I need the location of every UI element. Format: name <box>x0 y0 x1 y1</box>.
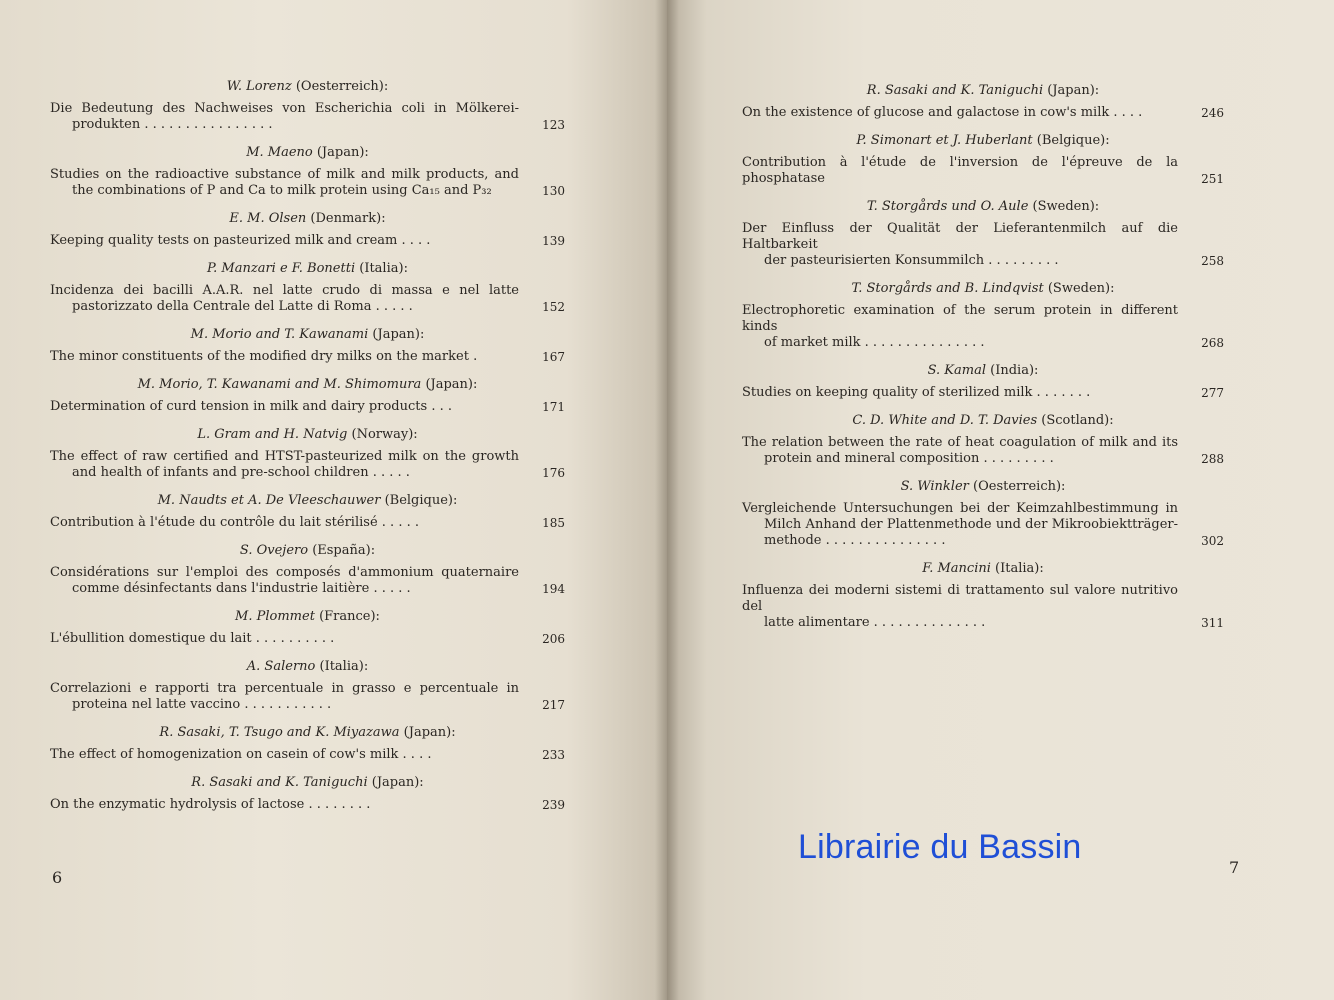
toc-author-line <box>50 326 565 344</box>
page-number-left: 6 <box>52 868 63 887</box>
toc-entry <box>742 198 1224 269</box>
toc-page-number: 246 <box>1201 106 1224 120</box>
toc-author-line <box>50 492 565 510</box>
toc-entry <box>50 78 565 133</box>
author-country: (Denmark): <box>310 211 386 226</box>
toc-title <box>50 167 519 199</box>
author-names: R. Sasaki and K. Taniguchi <box>866 83 1044 98</box>
title-text: The effect of homogenization on casein of cow's milk <box>50 747 399 762</box>
title-text: protein and mineral composition <box>764 451 980 466</box>
author-names: M. Morio and T. Kawanami <box>190 327 369 342</box>
toc-entry <box>50 542 565 597</box>
toc-author-line <box>50 724 565 742</box>
toc-title-line <box>50 449 565 481</box>
toc-entry <box>742 362 1224 401</box>
author-names: M. Morio, T. Kawanami and M. Shimomura <box>137 377 422 392</box>
leader-dots: . . . . . . . . . . <box>255 631 335 646</box>
toc-page-number: 139 <box>542 234 565 248</box>
leader-dots: . . . . <box>402 747 432 762</box>
toc-title-line <box>742 385 1224 401</box>
author-country: (Japan): <box>1047 83 1100 98</box>
toc-page-number: 171 <box>542 400 565 414</box>
author-country: (Japan): <box>403 725 456 740</box>
toc-column-right <box>742 82 1224 642</box>
toc-title <box>50 515 519 531</box>
toc-title <box>50 283 519 315</box>
toc-title-line <box>742 155 1224 187</box>
toc-entry <box>50 774 565 813</box>
toc-entry <box>50 608 565 647</box>
toc-author-line <box>742 198 1224 216</box>
title-line-2 <box>50 299 519 315</box>
title-line-2 <box>742 335 1178 351</box>
toc-title <box>50 631 519 647</box>
toc-author-line <box>742 280 1224 298</box>
author-names: T. Storgårds and B. Lindqvist <box>851 281 1044 296</box>
title-text: On the enzymatic hydrolysis of lactose <box>50 797 305 812</box>
author-names: R. Sasaki, T. Tsugo and K. Miyazawa <box>159 725 400 740</box>
toc-title-line <box>50 797 565 813</box>
title-line-2 <box>50 117 519 133</box>
toc-title <box>742 221 1178 269</box>
leader-dots: . . . . . . . . . . . . . . . . <box>144 117 273 132</box>
toc-title-line <box>742 583 1224 631</box>
toc-author-line <box>742 560 1224 578</box>
toc-author-line <box>50 658 565 676</box>
toc-author-line <box>50 260 565 278</box>
author-names: P. Simonart et J. Huberlant <box>856 133 1033 148</box>
author-country: (India): <box>990 363 1039 378</box>
toc-title <box>742 583 1178 631</box>
author-names: E. M. Olsen <box>229 211 307 226</box>
leader-dots: . . . . . . . . . . . <box>244 697 332 712</box>
title-text: methode <box>764 533 822 548</box>
author-country: (Japan): <box>371 775 424 790</box>
toc-title-line <box>742 501 1224 549</box>
toc-title <box>50 747 519 763</box>
toc-entry <box>742 560 1224 631</box>
page-number-right: 7 <box>1229 858 1240 877</box>
author-names: L. Gram and H. Natvig <box>197 427 348 442</box>
toc-title <box>742 501 1178 549</box>
leader-dots: . . . . <box>401 233 431 248</box>
toc-title-line <box>50 747 565 763</box>
title-text: The minor constituents of the modified dry milks on the market <box>50 349 469 364</box>
toc-title <box>50 399 519 415</box>
toc-title <box>50 797 519 813</box>
toc-entry <box>50 326 565 365</box>
toc-title-line <box>50 631 565 647</box>
title-text: proteina nel latte vaccino <box>72 697 241 712</box>
author-names: R. Sasaki and K. Taniguchi <box>191 775 368 790</box>
title-text: latte alimentare <box>764 615 870 630</box>
book-gutter <box>655 0 679 1000</box>
title-line-1b: Milch Anhand der Plattenmethode und der Mikroobiektträger- <box>764 517 1178 532</box>
author-names: S. Ovejero <box>239 543 309 558</box>
toc-entry <box>742 478 1224 549</box>
title-line-1: Die Bedeutung des Nachweises von Escherichia coli in Mölkerei- <box>50 101 519 116</box>
title-line-2 <box>50 349 519 365</box>
title-line-1: Electrophoretic examination of the serum protein in different kinds <box>742 303 1178 334</box>
toc-page-number: 251 <box>1201 172 1224 186</box>
toc-title <box>50 681 519 713</box>
title-line-1: Correlazioni e rapporti tra percentuale in grasso e percentuale in <box>50 681 519 696</box>
author-names: C. D. White and D. T. Davies <box>852 413 1038 428</box>
leader-dots: . . . . . . . . . <box>988 253 1059 268</box>
toc-page-number: 152 <box>542 300 565 314</box>
title-line-1: Incidenza dei bacilli A.A.R. nel latte crudo di massa e nel latte <box>50 283 519 298</box>
toc-title-line <box>742 105 1224 121</box>
title-text: Contribution à l'étude du contrôle du lait stérilisé <box>50 515 378 530</box>
author-names: S. Kamal <box>927 363 986 378</box>
toc-title <box>742 385 1178 401</box>
title-line-1: The effect of raw certified and HTST-pasteurized milk on the growth <box>50 449 519 464</box>
leader-dots: . . . . . . . . . . . . . . <box>873 615 986 630</box>
toc-page-number: 185 <box>542 516 565 530</box>
toc-title-line <box>50 565 565 597</box>
title-line-2 <box>50 399 519 415</box>
title-line-1: Studies on the radioactive substance of milk and milk products, and <box>50 167 519 182</box>
author-country: (Oesterreich): <box>295 79 389 94</box>
author-names: P. Manzari e F. Bonetti <box>207 261 356 276</box>
author-country: (Japan): <box>316 145 369 160</box>
title-line-2 <box>742 615 1178 631</box>
author-country: (France): <box>319 609 380 624</box>
toc-author-line <box>742 362 1224 380</box>
title-text: and health of infants and pre-school children <box>72 465 369 480</box>
leader-dots: . . . . . <box>373 581 411 596</box>
toc-author-line <box>50 376 565 394</box>
toc-title <box>50 101 519 133</box>
toc-entry <box>50 426 565 481</box>
toc-author-line <box>742 478 1224 496</box>
toc-author-line <box>50 78 565 96</box>
author-country: (España): <box>312 543 376 558</box>
toc-title-line <box>50 283 565 315</box>
leader-dots: . . . . . . . . . <box>983 451 1054 466</box>
leader-dots: . . . . <box>1113 105 1143 120</box>
title-line-2 <box>742 253 1178 269</box>
leader-dots: . . . <box>431 399 452 414</box>
author-names: M. Maeno <box>246 145 313 160</box>
author-names: F. Mancini <box>922 561 991 576</box>
author-country: (Italia): <box>359 261 408 276</box>
toc-title <box>50 233 519 249</box>
toc-title-line <box>50 515 565 531</box>
toc-entry <box>50 144 565 199</box>
title-line-1: Vergleichende Untersuchungen bei der Keimzahlbestimmung in <box>742 501 1178 516</box>
title-line-2 <box>50 233 519 249</box>
toc-author-line <box>50 774 565 792</box>
toc-entry <box>742 280 1224 351</box>
title-line-2 <box>50 515 519 531</box>
leader-dots: . . . . . . . <box>1036 385 1091 400</box>
author-country: (Japan): <box>372 327 425 342</box>
toc-author-line <box>50 542 565 560</box>
toc-author-line <box>742 132 1224 150</box>
author-names: M. Plommet <box>235 609 315 624</box>
toc-page-number: 277 <box>1201 386 1224 400</box>
title-line-2 <box>742 533 1178 549</box>
title-text: produkten <box>72 117 141 132</box>
title-text: pastorizzato della Centrale del Latte di Roma <box>72 299 372 314</box>
toc-title-line <box>742 221 1224 269</box>
toc-author-line <box>50 426 565 444</box>
toc-title-line <box>50 399 565 415</box>
title-line-2 <box>50 747 519 763</box>
toc-entry <box>50 658 565 713</box>
author-country: (Sweden): <box>1047 281 1115 296</box>
toc-entry <box>50 724 565 763</box>
toc-entry <box>50 492 565 531</box>
author-names: A. Salerno <box>246 659 316 674</box>
author-country: (Belgique): <box>384 493 458 508</box>
leader-dots: . . . . . <box>372 465 410 480</box>
author-names: M. Naudts et A. De Vleeschauwer <box>157 493 381 508</box>
author-country: (Oesterreich): <box>973 479 1066 494</box>
toc-page-number: 233 <box>542 748 565 762</box>
title-line-1: Considérations sur l'emploi des composés d'ammonium quaternaire <box>50 565 519 580</box>
author-names: T. Storgårds und O. Aule <box>866 199 1029 214</box>
toc-title <box>50 449 519 481</box>
toc-title <box>742 155 1178 187</box>
toc-title <box>50 349 519 365</box>
toc-page-number: 258 <box>1201 254 1224 268</box>
right-page <box>667 0 1334 1000</box>
toc-page-number: 311 <box>1201 616 1224 630</box>
title-line-2 <box>50 697 519 713</box>
title-text: of market milk <box>764 335 861 350</box>
leader-dots: . . . . . . . . <box>308 797 371 812</box>
toc-page-number: 288 <box>1201 452 1224 466</box>
title-text: On the existence of glucose and galactose in cow's milk <box>742 105 1110 120</box>
toc-title <box>742 105 1178 121</box>
title-text: der pasteurisierten Konsummilch <box>764 253 985 268</box>
leader-dots: . . . . . <box>381 515 419 530</box>
toc-title <box>50 565 519 597</box>
toc-page-number: 123 <box>542 118 565 132</box>
toc-page-number: 302 <box>1201 534 1224 548</box>
toc-page-number: 239 <box>542 798 565 812</box>
title-line-2 <box>50 465 519 481</box>
toc-page-number: 217 <box>542 698 565 712</box>
toc-author-line <box>50 210 565 228</box>
toc-author-line <box>50 144 565 162</box>
title-line-2 <box>50 183 519 199</box>
toc-author-line <box>50 608 565 626</box>
title-text: L'ébullition domestique du lait <box>50 631 252 646</box>
toc-page-number: 268 <box>1201 336 1224 350</box>
title-line-2 <box>742 155 1178 187</box>
author-country: (Scotland): <box>1041 413 1114 428</box>
toc-title-line <box>50 167 565 199</box>
title-line-1: The relation between the rate of heat coagulation of milk and its <box>742 435 1178 450</box>
toc-entry <box>742 412 1224 467</box>
toc-author-line <box>742 82 1224 100</box>
toc-title-line <box>50 233 565 249</box>
toc-title-line <box>50 349 565 365</box>
toc-page-number: 194 <box>542 582 565 596</box>
title-line-2 <box>50 581 519 597</box>
author-country: (Norway): <box>351 427 418 442</box>
toc-page-number: 206 <box>542 632 565 646</box>
toc-author-line <box>742 412 1224 430</box>
title-line-1: Der Einfluss der Qualität der Lieferantenmilch auf die Haltbarkeit <box>742 221 1178 252</box>
title-line-1: Influenza dei moderni sistemi di trattamento sul valore nutritivo del <box>742 583 1178 614</box>
author-country: (Italia): <box>995 561 1044 576</box>
toc-entry <box>742 132 1224 187</box>
toc-title-line <box>742 435 1224 467</box>
author-names: W. Lorenz <box>226 79 292 94</box>
author-country: (Japan): <box>425 377 478 392</box>
leader-dots: . . . . . . . . . . . . . . . <box>825 533 946 548</box>
title-text: the combinations of P and Ca to milk protein using Ca₁₅ and P₃₂ <box>72 183 492 198</box>
title-line-2 <box>742 451 1178 467</box>
author-country: (Sweden): <box>1032 199 1100 214</box>
toc-entry <box>50 376 565 415</box>
toc-column-left <box>50 78 565 824</box>
toc-title-line <box>50 681 565 713</box>
toc-title-line <box>742 303 1224 351</box>
title-text: Determination of curd tension in milk and dairy products <box>50 399 428 414</box>
title-text: Keeping quality tests on pasteurized milk and cream <box>50 233 398 248</box>
toc-title <box>742 435 1178 467</box>
title-line-2 <box>50 797 519 813</box>
title-line-2 <box>50 631 519 647</box>
toc-page-number: 167 <box>542 350 565 364</box>
author-country: (Belgique): <box>1036 133 1110 148</box>
leader-dots: . . . . . <box>375 299 413 314</box>
title-text: comme désinfectants dans l'industrie laitière <box>72 581 370 596</box>
leader-dots: . . . . . . . . . . . . . . . <box>864 335 985 350</box>
title-text: Studies on keeping quality of sterilized milk <box>742 385 1033 400</box>
toc-title <box>742 303 1178 351</box>
toc-page-number: 176 <box>542 466 565 480</box>
author-names: S. Winkler <box>900 479 969 494</box>
toc-entry <box>50 210 565 249</box>
toc-entry <box>742 82 1224 121</box>
leader-dots: . <box>473 349 478 364</box>
toc-title-line <box>50 101 565 133</box>
toc-entry <box>50 260 565 315</box>
title-line-2 <box>742 385 1178 401</box>
watermark-text: Librairie du Bassin <box>798 828 1082 866</box>
title-line-2 <box>742 105 1178 121</box>
title-text: Contribution à l'étude de l'inversion de l'épreuve de la phosphatase <box>742 155 1178 186</box>
toc-page-number: 130 <box>542 184 565 198</box>
author-country: (Italia): <box>319 659 369 674</box>
